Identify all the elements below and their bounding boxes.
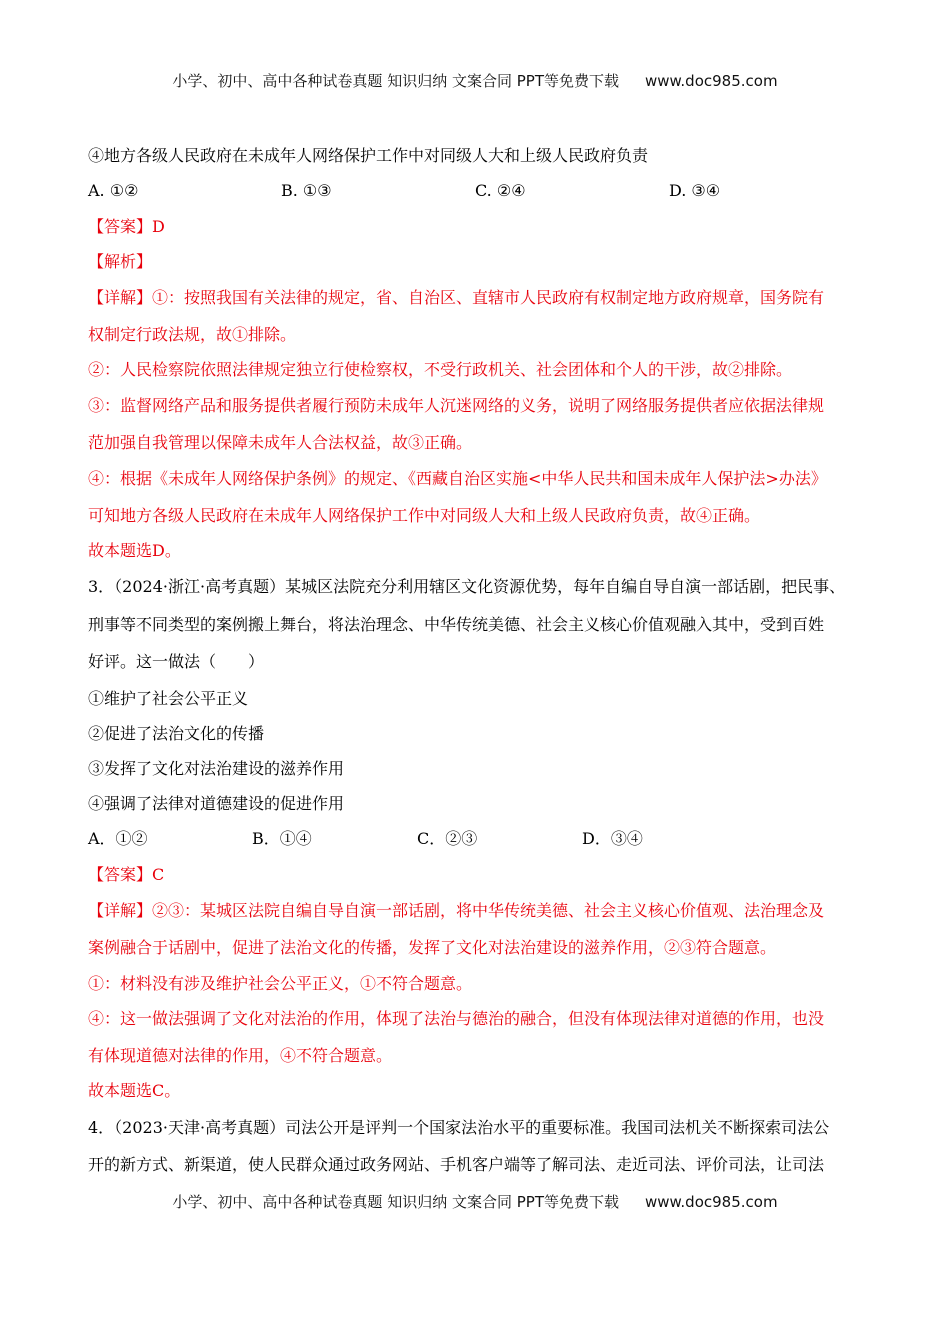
q2-detail-line: ③：监督网络产品和服务提供者履行预防未成年人沉迷网络的义务，说明了网络服务提供者应依据法律规 — [88, 396, 825, 415]
q2-detail-line: ②：人民检察院依照法律规定独立行使检察权，不受行政机关、社会团体和个人的干涉，故②排除。 — [88, 360, 793, 379]
q3-item-3: ③发挥了文化对法治建设的滋养作用 — [88, 759, 345, 778]
q3-item-4: ④强调了法律对道德建设的促进作用 — [88, 794, 345, 813]
q3-option-c: C．②③ — [417, 829, 478, 848]
q3-detail-line: 有体现道德对法律的作用，④不符合题意。 — [88, 1046, 393, 1065]
page-footer — [0, 1191, 950, 1212]
q2-stem-item-4: ④地方各级人民政府在未成年人网络保护工作中对同级人大和上级人民政府负责 — [88, 146, 649, 165]
q3-stem-line: 3．（2024·浙江·高考真题）某城区法院充分利用辖区文化资源优势，每年自编自导自演一部话剧，把民事、 — [88, 577, 846, 596]
q3-item-2: ②促进了法治文化的传播 — [88, 724, 265, 743]
q3-stem-line: 好评。这一做法（ ） — [88, 652, 265, 671]
q2-option-c: C. ②④ — [475, 181, 526, 200]
footer-url[interactable]: www.doc985.com — [644, 1193, 778, 1211]
header-text: 小学、初中、高中各种试卷真题 知识归纳 文案合同 PPT等免费下载 — [172, 72, 619, 90]
footer-text: 小学、初中、高中各种试卷真题 知识归纳 文案合同 PPT等免费下载 — [172, 1193, 619, 1211]
q3-stem-line: 刑事等不同类型的案例搬上舞台，将法治理念、中华传统美德、社会主义核心价值观融入其中，受到百姓 — [88, 615, 825, 634]
q2-detail-line: ④：根据《未成年人网络保护条例》的规定、《西藏自治区实施<中华人民共和国未成年人保护法>办法》 — [88, 469, 827, 488]
q2-answer: 【答案】D — [88, 217, 165, 236]
q2-conclusion: 故本题选D。 — [88, 541, 181, 560]
q3-detail-line: ①：材料没有涉及维护社会公平正义，①不符合题意。 — [88, 974, 473, 993]
q3-option-d: D．③④ — [582, 829, 643, 848]
header-url[interactable]: www.doc985.com — [644, 72, 778, 90]
q3-detail-line: 案例融合于话剧中，促进了法治文化的传播，发挥了文化对法治建设的滋养作用，②③符合题意。 — [88, 938, 777, 957]
q2-option-b: B. ①③ — [281, 181, 332, 200]
q3-answer: 【答案】C — [88, 865, 165, 884]
q2-detail-line: 可知地方各级人民政府在未成年人网络保护工作中对同级人大和上级人民政府负责，故④正确。 — [88, 506, 761, 525]
q3-conclusion: 故本题选C。 — [88, 1081, 181, 1100]
q2-analysis-label: 【解析】 — [88, 252, 153, 271]
q2-detail-line: 权制定行政法规，故①排除。 — [88, 325, 297, 344]
q3-option-a: A．①② — [88, 829, 148, 848]
q4-stem-line: 4．（2023·天津·高考真题）司法公开是评判一个国家法治水平的重要标准。我国司法机关不断探索司法公 — [88, 1118, 830, 1137]
page-header — [0, 70, 950, 91]
q2-option-d: D. ③④ — [669, 181, 721, 200]
q3-detail-line: 【详解】②③：某城区法院自编自导自演一部话剧，将中华传统美德、社会主义核心价值观、法治理念及 — [88, 901, 825, 920]
q3-item-1: ①维护了社会公平正义 — [88, 689, 249, 708]
q2-detail-line: 范加强自我管理以保障未成年人合法权益，故③正确。 — [88, 433, 473, 452]
q3-detail-line: ④：这一做法强调了文化对法治的作用，体现了法治与德治的融合，但没有体现法律对道德的作用，也没 — [88, 1009, 825, 1028]
q2-option-a: A. ①② — [88, 181, 139, 200]
q4-stem-line: 开的新方式、新渠道，使人民群众通过政务网站、手机客户端等了解司法、走近司法、评价司法，让司法 — [88, 1155, 825, 1174]
q2-detail-line: 【详解】①：按照我国有关法律的规定，省、自治区、直辖市人民政府有权制定地方政府规章，国务院有 — [88, 288, 825, 307]
q3-option-b: B．①④ — [252, 829, 312, 848]
